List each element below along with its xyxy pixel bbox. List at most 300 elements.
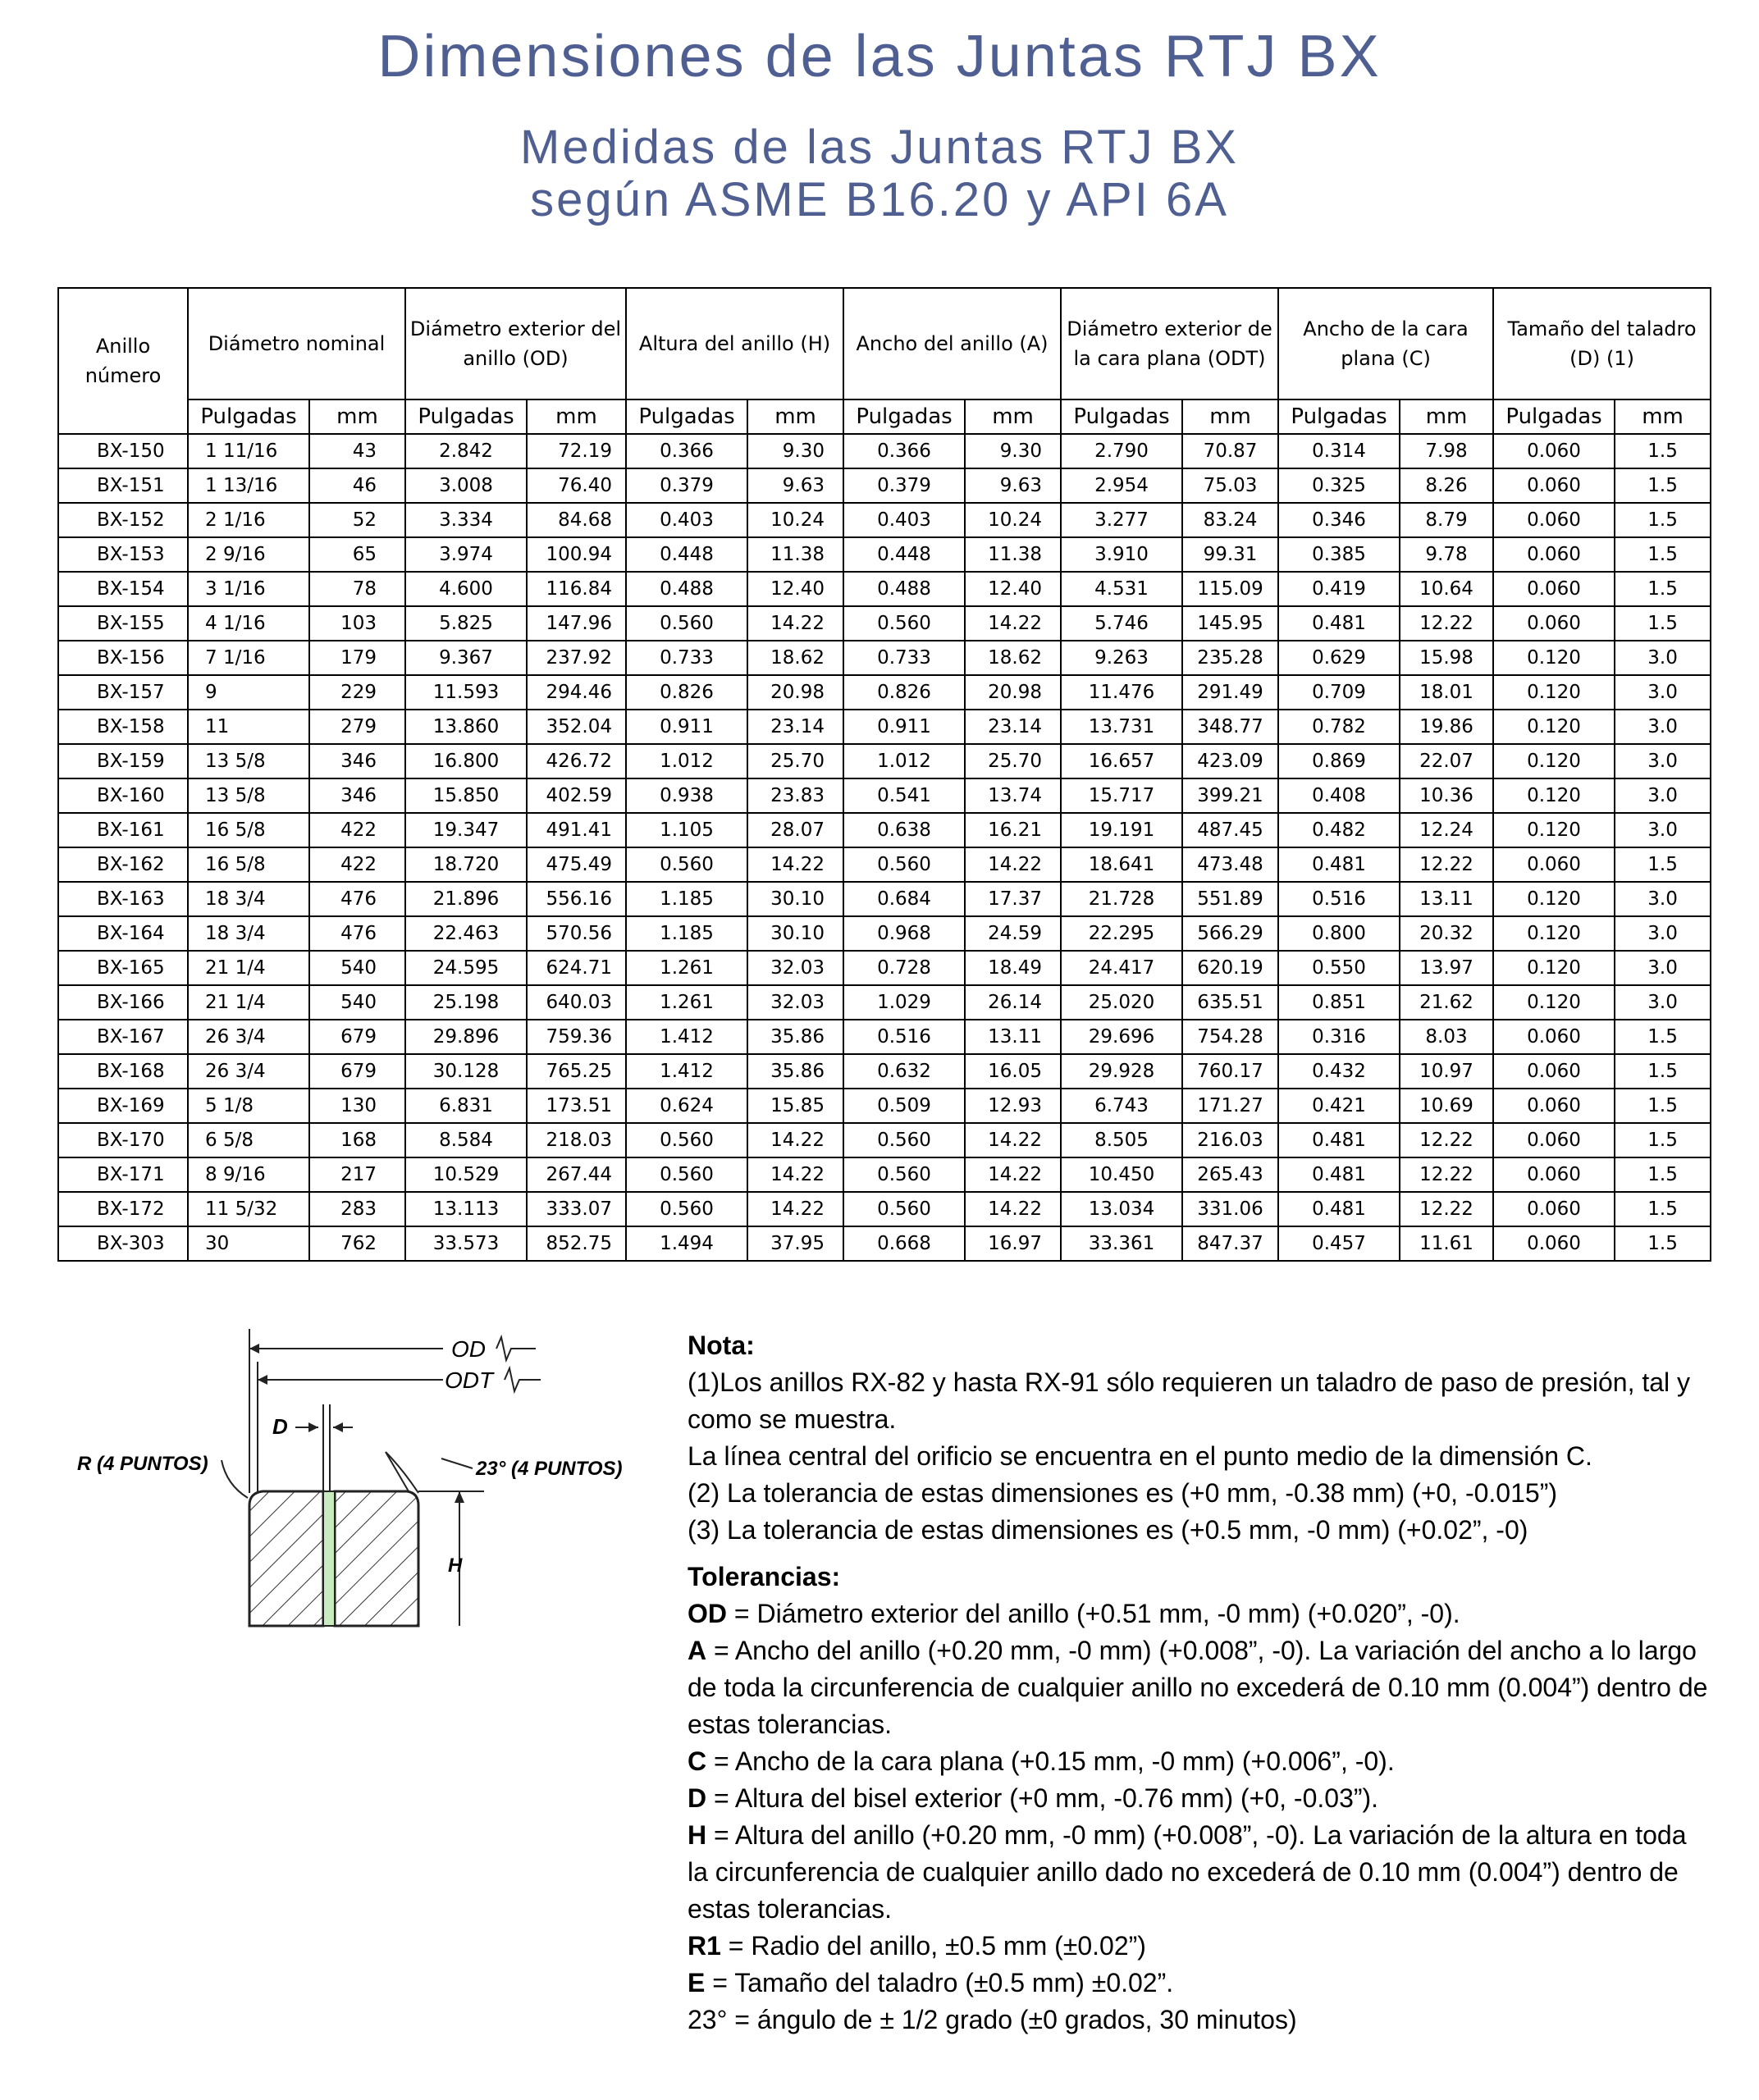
ring-number-cell: BX-303 (58, 1226, 188, 1261)
table-cell: 11.61 (1400, 1226, 1493, 1261)
table-cell: 11.38 (965, 537, 1061, 572)
table-cell: 0.060 (1493, 1192, 1615, 1226)
table-cell: 24.417 (1061, 951, 1182, 985)
table-cell: 1 13/16 (188, 468, 309, 503)
table-cell: 237.92 (527, 641, 626, 675)
table-cell: 348.77 (1182, 710, 1278, 744)
angle-label: 23° (4 PUNTOS) (476, 1458, 623, 1480)
table-cell: 0.120 (1493, 778, 1615, 813)
table-cell: 17.37 (965, 882, 1061, 916)
table-cell: 0.709 (1278, 675, 1400, 710)
table-cell: 570.56 (527, 916, 626, 951)
table-cell: 0.325 (1278, 468, 1400, 503)
table-cell: 35.86 (747, 1020, 843, 1054)
table-cell: 18.01 (1400, 675, 1493, 710)
table-cell: 0.826 (843, 675, 965, 710)
table-cell: 0.516 (843, 1020, 965, 1054)
table-row (58, 537, 1711, 572)
ring-number-cell: BX-163 (58, 882, 188, 916)
table-cell: 3.0 (1615, 916, 1711, 951)
subheader-inches: Pulgadas (188, 399, 309, 434)
table-cell: 0.851 (1278, 985, 1400, 1020)
table-cell: 8.584 (405, 1123, 527, 1157)
table-cell: 0.550 (1278, 951, 1400, 985)
header-ring-width: Ancho del anillo (A) (843, 288, 1061, 399)
table-cell: 0.638 (843, 813, 965, 847)
table-cell: 11.476 (1061, 675, 1182, 710)
table-cell: 4 1/16 (188, 606, 309, 641)
table-cell: 0.408 (1278, 778, 1400, 813)
table-cell: 0.448 (626, 537, 747, 572)
header-drill-size: Tamaño del taladro (D) (1) (1493, 288, 1711, 399)
table-cell: 1.185 (626, 882, 747, 916)
table-cell: 12.22 (1400, 847, 1493, 882)
tolerance-text: = Altura del anillo (+0.20 mm, -0 mm) (+0.008”, -0). La variación de la altura en toda la circunferencia de cualquier anillo dado no excederá de 0.10 mm (0.004”) dentro de estas tolerancias. (688, 1820, 1687, 1924)
table-cell: 1.5 (1615, 468, 1711, 503)
header-flat-face-width: Ancho de la cara plana (C) (1278, 288, 1493, 399)
table-cell: 0.629 (1278, 641, 1400, 675)
table-cell: 15.850 (405, 778, 527, 813)
table-cell: 3.0 (1615, 985, 1711, 1020)
table-cell: 6.743 (1061, 1089, 1182, 1123)
table-cell: 1.5 (1615, 1123, 1711, 1157)
d-label: D (272, 1414, 288, 1439)
table-cell: 0.120 (1493, 813, 1615, 847)
table-cell: 476 (309, 882, 405, 916)
table-cell: 14.22 (747, 606, 843, 641)
table-cell: 218.03 (527, 1123, 626, 1157)
table-cell: 9.30 (747, 434, 843, 468)
table-cell: 1 11/16 (188, 434, 309, 468)
table-cell: 9.367 (405, 641, 527, 675)
ring-number-cell: BX-156 (58, 641, 188, 675)
table-cell: 26 3/4 (188, 1020, 309, 1054)
table-cell: 0.448 (843, 537, 965, 572)
table-cell: 331.06 (1182, 1192, 1278, 1226)
table-cell: 12.93 (965, 1089, 1061, 1123)
table-cell: 0.120 (1493, 916, 1615, 951)
table-cell: 168 (309, 1123, 405, 1157)
table-cell: 13.11 (1400, 882, 1493, 916)
table-cell: 14.22 (965, 1123, 1061, 1157)
table-cell: 476 (309, 916, 405, 951)
ring-number-cell: BX-153 (58, 537, 188, 572)
table-cell: 0.509 (843, 1089, 965, 1123)
table-cell: 20.98 (965, 675, 1061, 710)
tolerance-item (688, 1780, 1713, 1817)
table-row (58, 951, 1711, 985)
header-ring-height: Altura del anillo (H) (626, 288, 843, 399)
table-cell: 9.30 (965, 434, 1061, 468)
ring-number-cell: BX-159 (58, 744, 188, 778)
ring-number-cell: BX-155 (58, 606, 188, 641)
tolerance-item (688, 1743, 1713, 1780)
table-cell: 0.385 (1278, 537, 1400, 572)
header-flat-face-outer-diameter: Diámetro exterior de la cara plana (ODT) (1061, 288, 1278, 399)
r-label: R (4 PUNTOS) (77, 1453, 208, 1475)
table-cell: 491.41 (527, 813, 626, 847)
table-row (58, 1089, 1711, 1123)
table-row (58, 1123, 1711, 1157)
ring-number-cell: BX-161 (58, 813, 188, 847)
table-cell: 76.40 (527, 468, 626, 503)
table-cell: 0.488 (843, 572, 965, 606)
tolerance-item (688, 1965, 1713, 2002)
nota-line: (1)Los anillos RX-82 y hasta RX-91 sólo requieren un taladro de paso de presión, tal y como se muestra. (688, 1367, 1691, 1434)
table-cell: 0.379 (843, 468, 965, 503)
table-cell: 21 1/4 (188, 951, 309, 985)
ring-number-cell: BX-158 (58, 710, 188, 744)
table-cell: 25.198 (405, 985, 527, 1020)
subheader-mm: mm (1615, 399, 1711, 434)
table-cell: 10.36 (1400, 778, 1493, 813)
table-cell: 0.632 (843, 1054, 965, 1089)
table-cell: 12.22 (1400, 1157, 1493, 1192)
table-row (58, 916, 1711, 951)
ring-number-cell: BX-169 (58, 1089, 188, 1123)
table-cell: 1.012 (843, 744, 965, 778)
table-cell: 0.060 (1493, 1226, 1615, 1261)
table-cell: 13.731 (1061, 710, 1182, 744)
tolerances-heading: Tolerancias: (688, 1562, 841, 1591)
table-cell: 679 (309, 1054, 405, 1089)
table-cell: 30.10 (747, 916, 843, 951)
subheader-mm: mm (527, 399, 626, 434)
ring-number-cell: BX-171 (58, 1157, 188, 1192)
ring-number-cell: BX-152 (58, 503, 188, 537)
table-cell: 566.29 (1182, 916, 1278, 951)
table-cell: 0.684 (843, 882, 965, 916)
table-cell: 1.5 (1615, 1089, 1711, 1123)
table-cell: 0.366 (626, 434, 747, 468)
table-cell: 265.43 (1182, 1157, 1278, 1192)
table-cell: 0.120 (1493, 675, 1615, 710)
page-subtitle (0, 121, 1759, 226)
table-cell: 3 1/16 (188, 572, 309, 606)
table-cell: 21.896 (405, 882, 527, 916)
table-cell: 1.5 (1615, 503, 1711, 537)
table-cell: 23.14 (747, 710, 843, 744)
table-cell: 21.728 (1061, 882, 1182, 916)
table-cell: 765.25 (527, 1054, 626, 1089)
table-cell: 9.63 (965, 468, 1061, 503)
table-row (58, 744, 1711, 778)
table-cell: 12.40 (747, 572, 843, 606)
ring-number-cell: BX-168 (58, 1054, 188, 1089)
table-cell: 1.105 (626, 813, 747, 847)
table-cell: 20.32 (1400, 916, 1493, 951)
table-cell: 18 3/4 (188, 882, 309, 916)
table-cell: 171.27 (1182, 1089, 1278, 1123)
table-cell: 1.261 (626, 951, 747, 985)
table-row (58, 503, 1711, 537)
table-cell: 551.89 (1182, 882, 1278, 916)
table-cell: 179 (309, 641, 405, 675)
table-cell: 0.668 (843, 1226, 965, 1261)
table-cell: 291.49 (1182, 675, 1278, 710)
table-cell: 8.79 (1400, 503, 1493, 537)
table-row (58, 641, 1711, 675)
table-cell: 16.21 (965, 813, 1061, 847)
table-cell: 422 (309, 847, 405, 882)
table-cell: 46 (309, 468, 405, 503)
table-cell: 0.346 (1278, 503, 1400, 537)
table-cell: 12.24 (1400, 813, 1493, 847)
table-cell: 29.696 (1061, 1020, 1182, 1054)
table-cell: 15.98 (1400, 641, 1493, 675)
table-cell: 14.22 (747, 1157, 843, 1192)
tolerance-text: = Altura del bisel exterior (+0 mm, -0.76 mm) (+0, -0.03”). (706, 1783, 1379, 1813)
table-cell: 14.22 (965, 847, 1061, 882)
table-cell: 37.95 (747, 1226, 843, 1261)
table-cell: 0.481 (1278, 847, 1400, 882)
table-cell: 18.62 (747, 641, 843, 675)
table-cell: 18 3/4 (188, 916, 309, 951)
page-title: Dimensiones de las Juntas RTJ BX (377, 24, 1382, 89)
tolerance-term: E (688, 1968, 706, 1997)
table-cell: 3.0 (1615, 813, 1711, 847)
table-cell: 3.910 (1061, 537, 1182, 572)
table-cell: 0.481 (1278, 1123, 1400, 1157)
table-cell: 0.560 (843, 1157, 965, 1192)
table-cell: 10.64 (1400, 572, 1493, 606)
table-cell: 1.5 (1615, 1020, 1711, 1054)
table-cell: 0.800 (1278, 916, 1400, 951)
table-cell: 2.790 (1061, 434, 1182, 468)
table-cell: 1.412 (626, 1020, 747, 1054)
tolerance-term: D (688, 1783, 707, 1813)
table-cell: 10.97 (1400, 1054, 1493, 1089)
subheader-mm: mm (1182, 399, 1278, 434)
ring-number-cell: BX-162 (58, 847, 188, 882)
table-cell: 3.0 (1615, 744, 1711, 778)
table-cell: 7.98 (1400, 434, 1493, 468)
table-cell: 13.11 (965, 1020, 1061, 1054)
table-cell: 475.49 (527, 847, 626, 882)
ring-cross-section-svg (74, 1329, 665, 1641)
tolerance-text: = Ancho del anillo (+0.20 mm, -0 mm) (+0.008”, -0). La variación del ancho a lo largo de toda la circunferencia de cualquier anillo no excederá de 0.10 mm (0.004”) dentro de estas tolerancias. (688, 1636, 1708, 1739)
table-cell: 333.07 (527, 1192, 626, 1226)
table-cell: 0.938 (626, 778, 747, 813)
table-cell: 30.128 (405, 1054, 527, 1089)
table-cell: 473.48 (1182, 847, 1278, 882)
table-cell: 8.03 (1400, 1020, 1493, 1054)
table-cell: 0.060 (1493, 1123, 1615, 1157)
table-cell: 1.012 (626, 744, 747, 778)
table-cell: 13.034 (1061, 1192, 1182, 1226)
table-cell: 5 1/8 (188, 1089, 309, 1123)
table-cell: 3.334 (405, 503, 527, 537)
table-cell: 5.825 (405, 606, 527, 641)
table-cell: 20.98 (747, 675, 843, 710)
table-row (58, 778, 1711, 813)
table-cell: 1.5 (1615, 537, 1711, 572)
table-cell: 423.09 (1182, 744, 1278, 778)
table-cell: 0.516 (1278, 882, 1400, 916)
table-cell: 16.657 (1061, 744, 1182, 778)
table-row (58, 985, 1711, 1020)
table-cell: 22.07 (1400, 744, 1493, 778)
h-label: H (448, 1554, 463, 1577)
table-cell: 25.70 (965, 744, 1061, 778)
table-cell: 21 1/4 (188, 985, 309, 1020)
table-cell: 43 (309, 434, 405, 468)
table-cell: 12.40 (965, 572, 1061, 606)
table-cell: 173.51 (527, 1089, 626, 1123)
table-cell: 18.641 (1061, 847, 1182, 882)
table-cell: 0.060 (1493, 503, 1615, 537)
table-cell: 22.295 (1061, 916, 1182, 951)
table-cell: 65 (309, 537, 405, 572)
table-cell: 130 (309, 1089, 405, 1123)
table-cell: 21.62 (1400, 985, 1493, 1020)
table-cell: 0.541 (843, 778, 965, 813)
table-cell: 0.911 (626, 710, 747, 744)
table-cell: 7 1/16 (188, 641, 309, 675)
table-cell: 35.86 (747, 1054, 843, 1089)
table-row (58, 1054, 1711, 1089)
table-cell: 216.03 (1182, 1123, 1278, 1157)
table-cell: 6 5/8 (188, 1123, 309, 1157)
nota-line: (3) La tolerancia de estas dimensiones es (+0.5 mm, -0 mm) (+0.02”, -0) (688, 1515, 1528, 1545)
table-cell: 11 5/32 (188, 1192, 309, 1226)
table-cell: 12.22 (1400, 1123, 1493, 1157)
table-cell: 0.120 (1493, 710, 1615, 744)
table-cell: 399.21 (1182, 778, 1278, 813)
table-cell: 3.008 (405, 468, 527, 503)
tolerance-text: = Ancho de la cara plana (+0.15 mm, -0 mm) (+0.006”, -0). (706, 1746, 1395, 1776)
table-row (58, 572, 1711, 606)
table-cell: 760.17 (1182, 1054, 1278, 1089)
ring-number-cell: BX-172 (58, 1192, 188, 1226)
table-cell: 426.72 (527, 744, 626, 778)
table-row (58, 1192, 1711, 1226)
table-cell: 16 5/8 (188, 847, 309, 882)
table-cell: 422 (309, 813, 405, 847)
table-cell: 3.0 (1615, 641, 1711, 675)
table-cell: 0.120 (1493, 744, 1615, 778)
table-cell: 283 (309, 1192, 405, 1226)
ring-number-cell: BX-167 (58, 1020, 188, 1054)
table-cell: 4.531 (1061, 572, 1182, 606)
subheader-inches: Pulgadas (1061, 399, 1182, 434)
ring-number-cell: BX-157 (58, 675, 188, 710)
table-cell: 0.366 (843, 434, 965, 468)
tolerance-text: = Diámetro exterior del anillo (+0.51 mm, -0 mm) (+0.020”, -0). (727, 1599, 1460, 1628)
table-cell: 0.968 (843, 916, 965, 951)
ring-number-cell: BX-170 (58, 1123, 188, 1157)
table-cell: 1.494 (626, 1226, 747, 1261)
table-cell: 99.31 (1182, 537, 1278, 572)
table-cell: 11.593 (405, 675, 527, 710)
table-cell: 0.560 (626, 1192, 747, 1226)
table-row (58, 847, 1711, 882)
tolerance-item (688, 1817, 1713, 1928)
table-cell: 759.36 (527, 1020, 626, 1054)
table-cell: 4.600 (405, 572, 527, 606)
table-cell: 0.432 (1278, 1054, 1400, 1089)
table-cell: 762 (309, 1226, 405, 1261)
subheader-mm: mm (747, 399, 843, 434)
tolerance-text: = Tamaño del taladro (±0.5 mm) ±0.02”. (705, 1968, 1174, 1997)
subheader-inches: Pulgadas (1493, 399, 1615, 434)
table-cell: 0.379 (626, 468, 747, 503)
table-cell: 1.185 (626, 916, 747, 951)
subheader-mm: mm (965, 399, 1061, 434)
ring-number-cell: BX-150 (58, 434, 188, 468)
table-cell: 100.94 (527, 537, 626, 572)
table-cell: 26 3/4 (188, 1054, 309, 1089)
table-cell: 1.5 (1615, 434, 1711, 468)
table-cell: 9.78 (1400, 537, 1493, 572)
table-row (58, 710, 1711, 744)
table-cell: 24.59 (965, 916, 1061, 951)
table-cell: 0.624 (626, 1089, 747, 1123)
header-nominal-diameter: Diámetro nominal (188, 288, 405, 399)
table-cell: 18.720 (405, 847, 527, 882)
table-cell: 2 1/16 (188, 503, 309, 537)
table-row (58, 606, 1711, 641)
drill-hole (323, 1491, 335, 1626)
table-cell: 16.97 (965, 1226, 1061, 1261)
tolerance-text: 23° = ángulo de ± 1/2 grado (±0 grados, 30 minutos) (688, 2005, 1297, 2034)
table-cell: 0.060 (1493, 468, 1615, 503)
table-cell: 14.22 (747, 847, 843, 882)
table-cell: 1.5 (1615, 606, 1711, 641)
table-cell: 33.361 (1061, 1226, 1182, 1261)
table-cell: 23.14 (965, 710, 1061, 744)
table-cell: 0.060 (1493, 847, 1615, 882)
table-cell: 1.5 (1615, 1226, 1711, 1261)
table-cell: 12.22 (1400, 606, 1493, 641)
subtitle-line: Medidas de las Juntas RTJ BX (520, 121, 1239, 174)
table-cell: 620.19 (1182, 951, 1278, 985)
odt-label: ODT (445, 1367, 494, 1393)
table-row (58, 1157, 1711, 1192)
table-cell: 32.03 (747, 985, 843, 1020)
tolerance-item (688, 2002, 1713, 2038)
table-cell: 1.261 (626, 985, 747, 1020)
table-cell: 235.28 (1182, 641, 1278, 675)
table-cell: 78 (309, 572, 405, 606)
table-cell: 0.488 (626, 572, 747, 606)
table-cell: 19.347 (405, 813, 527, 847)
table-cell: 2 9/16 (188, 537, 309, 572)
table-cell: 352.04 (527, 710, 626, 744)
table-cell: 0.560 (843, 1192, 965, 1226)
tolerance-term: C (688, 1746, 707, 1776)
table-cell: 229 (309, 675, 405, 710)
table-cell: 1.5 (1615, 847, 1711, 882)
table-cell: 487.45 (1182, 813, 1278, 847)
ring-number-cell: BX-160 (58, 778, 188, 813)
table-cell: 14.22 (965, 606, 1061, 641)
table-cell: 847.37 (1182, 1226, 1278, 1261)
table-cell: 0.120 (1493, 951, 1615, 985)
header-outer-diameter: Diámetro exterior del anillo (OD) (405, 288, 626, 399)
table-cell: 267.44 (527, 1157, 626, 1192)
subheader-inches: Pulgadas (405, 399, 527, 434)
table-cell: 9 (188, 675, 309, 710)
table-cell: 13 5/8 (188, 778, 309, 813)
table-cell: 13 5/8 (188, 744, 309, 778)
nota-line: La línea central del orificio se encuentra en el punto medio de la dimensión C. (688, 1441, 1592, 1471)
table-cell: 0.481 (1278, 606, 1400, 641)
od-label: OD (451, 1336, 486, 1362)
table-cell: 84.68 (527, 503, 626, 537)
table-cell: 29.928 (1061, 1054, 1182, 1089)
table-row (58, 813, 1711, 847)
